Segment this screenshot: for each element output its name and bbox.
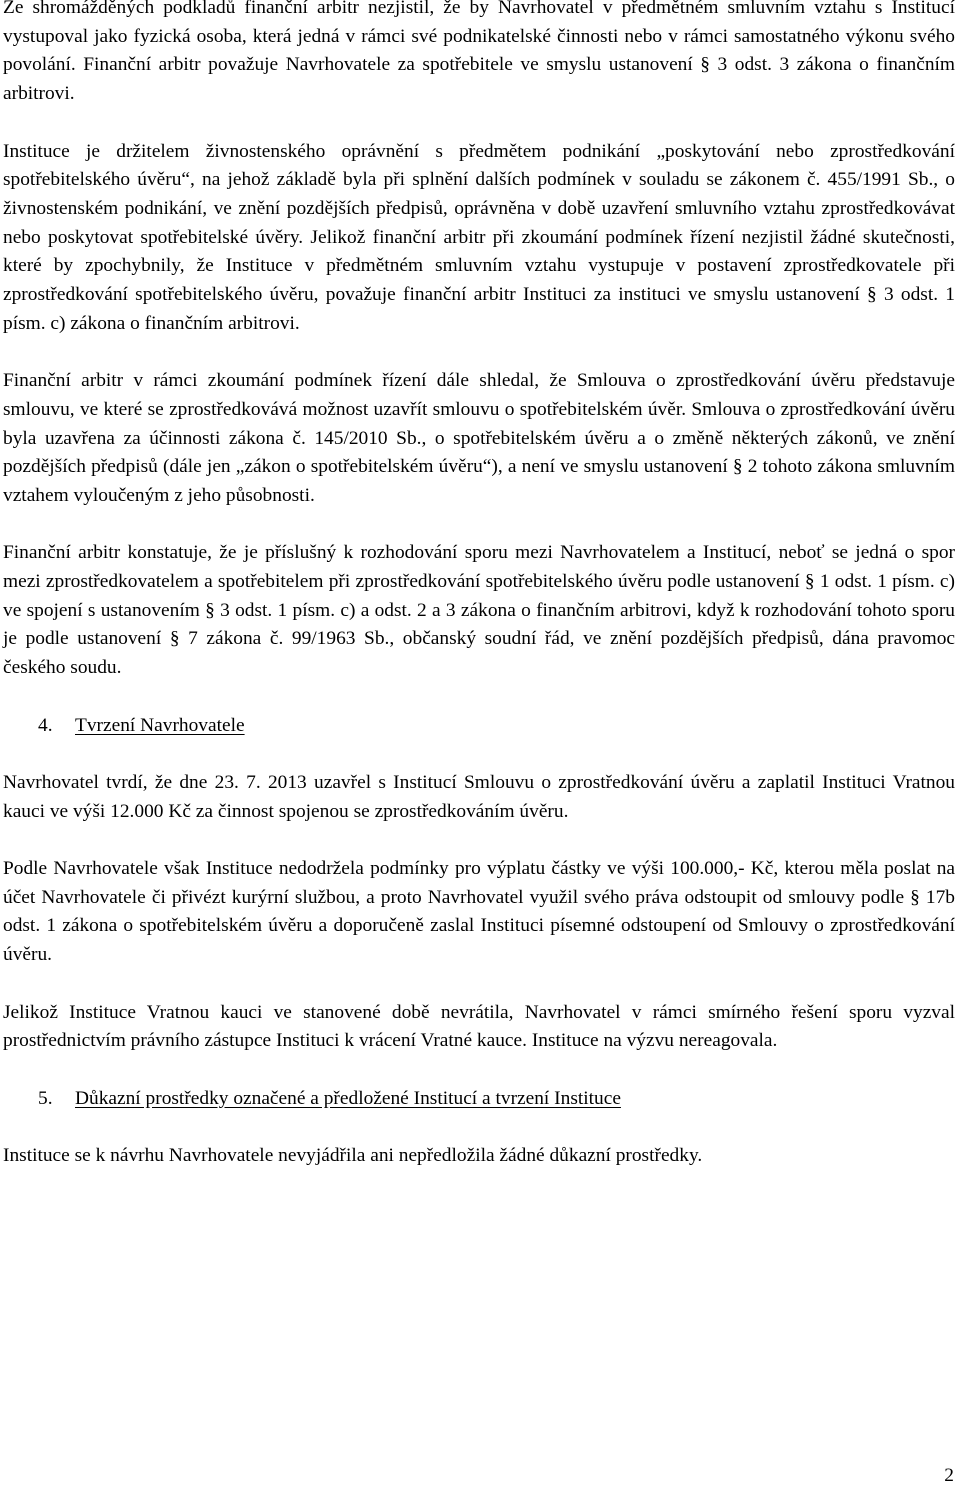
section-title: Důkazní prostředky označené a předložené Institucí a tvrzení Instituce bbox=[75, 1087, 621, 1109]
paragraph-claim-refund: Jelikož Instituce Vratnou kauci ve stanovené době nevrátila, Navrhovatel v rámci smírného řešení sporu vyzval prostřednictvím právního zástupce Instituci k vrácení Vratné kauce. Instituce na výzvu nereagovala. bbox=[3, 1001, 955, 1052]
paragraph-contract-scope: Finanční arbitr v rámci zkoumání podmínek řízení dále shledal, že Smlouva o zprostředkování úvěru představuje smlouvu, ve které se zprostředkovává možnost uzavřít smlouvu o spotřebitelském úvěr. Smlouva o zprostředkování úvěru byla uzavřena za účinnosti zákona č. 145/2010 Sb., o spotřebitelském úvěru a o změně některých zákonů, ve znění pozdějších předpisů (dále jen „zákon o spotřebitelském úvěru“), a není ve smyslu ustanovení § 2 tohoto zákona smluvním vztahem vyloučeným z jeho působnosti. bbox=[3, 370, 955, 506]
section-heading-4 bbox=[3, 712, 955, 741]
page-number: 2 bbox=[944, 1465, 954, 1486]
paragraph-claim-withdrawal: Podle Navrhovatele však Instituce nedodržela podmínky pro výplatu částky ve výši 100.000,- Kč, kterou měla poslat na účet Navrhovatele či přivézt kurýrní službou, a proto Navrhovatel využil svého práva odstoupit od smlouvy podle § 17b odst. 1 zákona o spotřebitelském úvěru a doporučeně zaslal Instituci písemné odstoupení od Smlouvy o zprostředkování úvěru. bbox=[3, 858, 955, 966]
paragraph-claim-contract: Navrhovatel tvrdí, že dne 23. 7. 2013 uzavřel s Institucí Smlouvu o zprostředkování úvěru a zaplatil Instituci Vratnou kauci ve výši 12.000 Kč za činnost spojenou se zprostředkováním úvěru. bbox=[3, 771, 955, 822]
section-number: 4. bbox=[38, 714, 53, 736]
document-body bbox=[3, 0, 955, 1199]
paragraph-institution-response: Instituce se k návrhu Navrhovatele nevyjádřila ani nepředložila žádné důkazní prostředky. bbox=[3, 1144, 703, 1166]
section-heading-5 bbox=[3, 1085, 955, 1114]
paragraph-institution-status: Instituce je držitelem živnostenského oprávnění s předmětem podnikání „poskytování nebo zprostředkování spotřebitelského úvěru“, na jehož základě byla při splnění dalších podmínek v souladu se zákonem č. 455/1991 Sb., o živnostenském podnikání, ve znění pozdějších předpisů, oprávněna v době uzavření smluvního vztahu zprostředkovávat nebo poskytovat spotřebitelské úvěry. Jelikož finanční arbitr při zkoumání podmínek řízení nezjistil žádné skutečnosti, které by zpochybnily, že Instituce v předmětném smluvním vztahu vystupuje v postavení zprostředkovatele při zprostředkování spotřebitelského úvěru, považuje finanční arbitr Instituci za instituci ve smyslu ustanovení § 3 odst. 1 písm. c) zákona o finančním arbitrovi. bbox=[3, 140, 955, 334]
section-number: 5. bbox=[38, 1087, 53, 1109]
paragraph-consumer-status: Ze shromážděných podkladů finanční arbitr nezjistil, že by Navrhovatel v předmětném smluvním vztahu s Institucí vystupoval jako fyzická osoba, která jedná v rámci své podnikatelské činnosti nebo v rámci samostatného výkonu svého povolání. Finanční arbitr považuje Navrhovatele za spotřebitele ve smyslu ustanovení § 3 odst. 3 zákona o finančním arbitrovi. bbox=[3, 0, 955, 105]
paragraph-jurisdiction: Finanční arbitr konstatuje, že je příslušný k rozhodování sporu mezi Navrhovatelem a Institucí, neboť se jedná o spor mezi zprostředkovatelem a spotřebitelem při zprostředkování spotřebitelského úvěru podle ustanovení § 1 odst. 1 písm. c) ve spojení s ustanovením § 3 odst. 1 písm. c) a odst. 2 a 3 zákona o finančním arbitrovi, když k rozhodování tohoto sporu je podle ustanovení § 7 zákona č. 99/1963 Sb., občanský soudní řád, ve znění pozdějších předpisů, dána pravomoc českého soudu. bbox=[3, 542, 955, 679]
section-title: Tvrzení Navrhovatele bbox=[75, 714, 245, 736]
